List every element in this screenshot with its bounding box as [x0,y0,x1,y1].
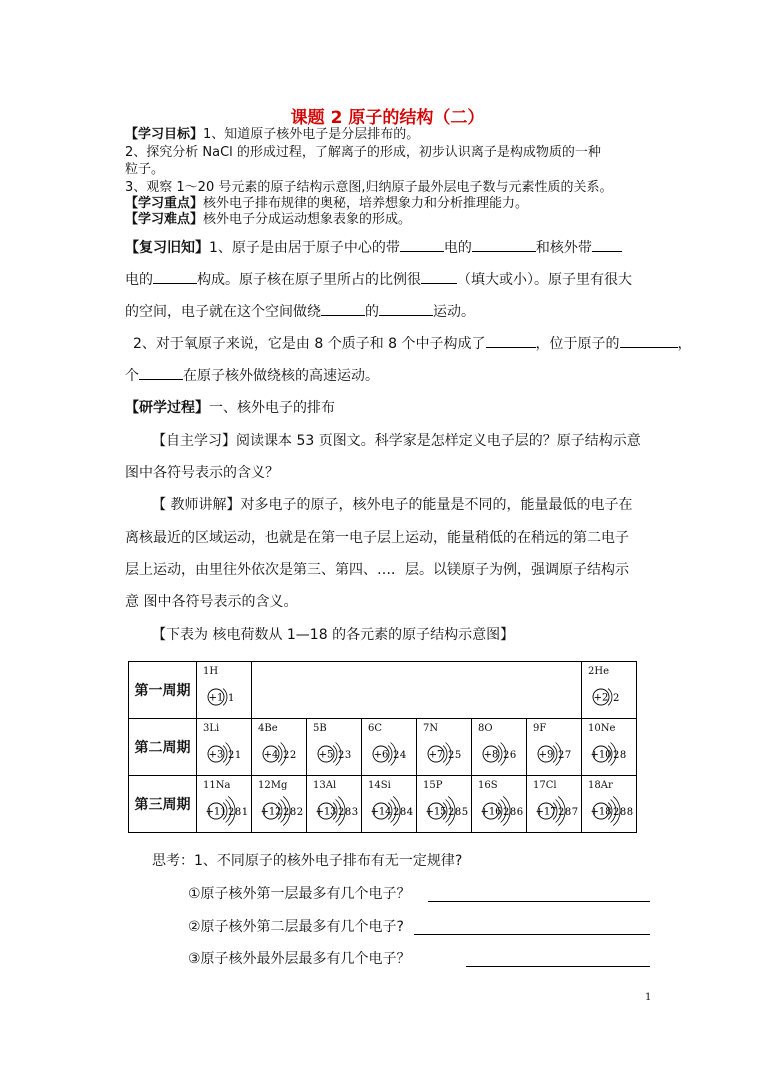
element-cell [417,776,472,833]
atom-diagram [477,793,527,829]
answer-line-1[interactable] [428,900,650,902]
blank-position[interactable] [620,334,678,348]
review-label: 【复习旧知】 [125,240,209,256]
blank-charge[interactable] [400,238,444,252]
atom-diagram [587,736,637,772]
review-text: ， [677,336,692,352]
shell-electron-counts: 288 [613,807,634,818]
nuclear-charge: +16 [480,806,502,818]
empty-cell [527,662,582,719]
review-text: 1、原子是由居于原子中心的带 [209,240,400,256]
review-line3 [125,302,475,321]
shell-electron-counts: 22 [283,750,297,761]
review-line4 [133,334,692,353]
shell-electron-counts: 281 [228,807,249,818]
process-label: 【研学过程】 [125,400,209,416]
review-text: 和核外带 [535,240,592,256]
blank-motion[interactable] [379,302,433,316]
shell-electron-counts: 28 [613,750,627,761]
nuclear-charge: +5 [318,749,334,761]
process-line [125,399,335,417]
key-point-label: 【学习重点】 [125,196,204,211]
nuclear-charge: +11 [205,806,227,818]
atom-diagram [257,793,307,829]
period-label: 第一周期 [129,662,197,719]
nuclear-charge: +13 [315,806,337,818]
atom-diagram [202,679,252,715]
atom-diagram [367,793,417,829]
atom-diagram [422,793,472,829]
review-text: ，位于原子的 [535,336,620,352]
question-2: ②原子核外第二层最多有几个电子? [188,919,404,935]
element-cell [582,776,637,833]
teacher-line2: 离核最近的区域运动，也就是在第一电子层上运动，能量稍低的在稍远的第二电子 [125,530,629,546]
review-line2 [125,270,632,289]
review-text: 电的 [443,240,472,256]
review-text: 构成。原子核在原子里所占的比例很 [197,272,421,288]
objectives-label: 【学习目标】 [125,127,204,142]
element-symbol: 6C [368,723,383,734]
review-text: （填大或小）。原子里有很大 [457,272,632,288]
atom-diagram [477,736,527,772]
nuclear-charge: +7 [428,749,444,761]
teacher-line4: 意 图中各符号表示的含义。 [125,594,298,610]
blank-around[interactable] [321,302,365,316]
element-cell [472,776,527,833]
atom-diagram [587,793,637,829]
element-symbol: 16S [478,780,498,791]
question-3: ③原子核外最外层最多有几个电子？ [188,951,411,967]
blank-electron[interactable] [153,270,197,284]
element-symbol: 7N [423,723,439,734]
empty-cell [362,662,417,719]
answer-line-3[interactable] [466,965,650,967]
element-cell [362,719,417,776]
element-cell [307,719,362,776]
atom-diagram [312,736,362,772]
shell-electron-counts: 1 [228,693,235,704]
page-number: 1 [645,992,652,1003]
shell-electron-counts: 287 [558,807,579,818]
atom-diagram [312,793,362,829]
atom-diagram [532,736,582,772]
element-cell [582,719,637,776]
table-caption: 【下表为 核电荷数从 1—18 的各元素的原子结构示意图】 [152,627,515,643]
shell-electron-counts: 24 [393,750,407,761]
nuclear-charge: +1 [208,692,224,704]
element-symbol: 15P [423,780,443,791]
atom-diagram [422,736,472,772]
atom-diagram [367,736,417,772]
difficulty-line [125,212,411,227]
shell-electron-counts: 286 [503,807,524,818]
element-cell [307,776,362,833]
element-cell [197,662,252,719]
element-cell [362,776,417,833]
atom-diagram [257,736,307,772]
element-cell [197,719,252,776]
period-label: 第三周期 [129,776,197,833]
element-symbol: 2He [588,666,610,677]
element-cell [527,719,582,776]
think-question: 思考：1、不同原子的核外电子排布有无一定规律? [152,853,463,869]
nuclear-charge: +2 [593,692,609,704]
shell-electron-counts: 23 [338,750,352,761]
key-point-text: 核外电子排布规律的奥秘，培养想象力和分析推理能力。 [203,196,529,211]
shell-electron-counts: 285 [448,807,469,818]
review-text: 运动。 [433,304,475,320]
key-point-line [125,196,528,211]
shell-electron-counts: 21 [228,750,242,761]
review-text: 个 [125,368,139,384]
element-cell [252,776,307,833]
nuclear-charge: +10 [590,749,612,761]
blank-size[interactable] [421,270,457,284]
review-line5 [125,366,379,385]
objectives-line1 [125,127,419,142]
atomic-structure-table [128,661,637,833]
period-row [129,719,637,776]
empty-cell [472,662,527,719]
empty-cell [252,662,307,719]
element-cell [252,719,307,776]
shell-electron-counts: 26 [503,750,517,761]
element-symbol: 14Si [368,780,391,791]
page-title: 课题 2 原子的结构（二） [290,108,485,128]
period-row [129,662,637,719]
review-text: 在原子核外做绕核的高速运动。 [183,368,379,384]
element-symbol: 10Ne [588,723,616,734]
nuclear-charge: +12 [260,806,282,818]
shell-electron-counts: 282 [283,807,304,818]
process-text: 一、核外电子的排布 [209,400,335,416]
self-study-line2: 图中各符号表示的含义？ [125,465,279,481]
blank-charge2[interactable] [592,238,622,252]
element-symbol: 3Li [203,723,220,734]
review-line1 [125,238,622,257]
difficulty-text: 核外电子分成运动想象表象的形成。 [203,212,412,227]
atom-diagram [202,736,252,772]
period-label: 第二周期 [129,719,197,776]
element-symbol: 4Be [258,723,278,734]
blank-electrons[interactable] [139,366,183,380]
teacher-line1: 【 教师讲解】对多电子的原子，核外电子的能量是不同的，能量最低的电子在 [152,497,633,513]
element-symbol: 8O [478,723,493,734]
shell-electron-counts: 284 [393,807,414,818]
atom-diagram [202,793,252,829]
element-symbol: 13Al [313,780,337,791]
nuclear-charge: +3 [208,749,224,761]
blank-nucleus2[interactable] [486,334,536,348]
atom-diagram [532,793,582,829]
nuclear-charge: +6 [373,749,389,761]
objectives-line2: 2、探究分析 NaCl 的形成过程，了解离子的形成，初步认识离子是构成物质的一种 [125,145,601,160]
review-text: 电的 [125,272,153,288]
atom-diagram [587,679,637,715]
shell-electron-counts: 283 [338,807,359,818]
empty-cell [417,662,472,719]
element-symbol: 1H [203,666,219,677]
nuclear-charge: +9 [538,749,554,761]
element-cell [527,776,582,833]
nuclear-charge: +17 [535,806,557,818]
element-symbol: 17Cl [533,780,557,791]
nuclear-charge: +8 [483,749,499,761]
element-symbol: 11Na [203,780,231,791]
self-study-line1: 【自主学习】阅读课本 53 页图文。科学家是怎样定义电子层的？原子结构示意 [152,433,641,449]
element-cell [582,662,637,719]
element-cell [472,719,527,776]
nuclear-charge: +18 [590,806,612,818]
review-text: 的空间，电子就在这个空间做绕 [125,304,321,320]
empty-cell [307,662,362,719]
review-text: 2、对于氧原子来说，它是由 8 个质子和 8 个中子构成了 [133,336,486,352]
element-symbol: 18Ar [588,780,613,791]
element-symbol: 9F [533,723,547,734]
shell-electron-counts: 25 [448,750,462,761]
difficulty-label: 【学习难点】 [125,212,204,227]
nuclear-charge: +15 [425,806,447,818]
element-symbol: 5B [313,723,327,734]
answer-line-2[interactable] [414,933,650,935]
objectives-line2b: 粒子。 [125,162,165,177]
nuclear-charge: +14 [370,806,392,818]
objectives-line3: 3、观察 1～20 号元素的原子结构示意图,归纳原子最外层电子数与元素性质的关系。 [125,180,613,195]
question-1: ①原子核外第一层最多有几个电子？ [188,886,411,902]
shell-electron-counts: 2 [613,693,620,704]
period-row [129,776,637,833]
blank-nucleus[interactable] [472,238,536,252]
review-text: 的 [365,304,379,320]
nuclear-charge: +4 [263,749,279,761]
shell-electron-counts: 27 [558,750,572,761]
objectives-text1: 1、知道原子核外电子是分层排布的。 [203,127,420,142]
element-cell [417,719,472,776]
element-symbol: 12Mg [258,780,288,791]
teacher-line3: 层上运动，由里往外依次是第三、第四、…．层。以镁原子为例，强调原子结构示 [125,562,629,578]
element-cell [197,776,252,833]
